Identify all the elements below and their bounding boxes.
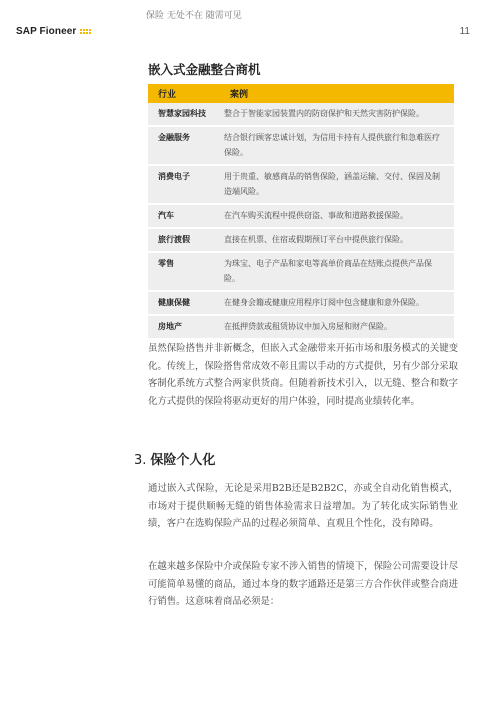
example-cell: 为珠宝、电子产品和家电等高单价商品在结账点提供产品保险。 xyxy=(220,252,454,291)
example-cell: 在汽车购买流程中提供窃盗、事故和道路救援保险。 xyxy=(220,204,454,228)
industry-cell: 零售 xyxy=(148,252,220,291)
table-row xyxy=(148,252,454,291)
sap-fioneer-logo xyxy=(16,26,91,37)
page-number: 11 xyxy=(459,26,470,37)
example-cell: 在健身会籍或健康应用程序订阅中包含健康和意外保险。 xyxy=(220,291,454,315)
paragraph-personalization: 通过嵌入式保险，无论是采用B2B还是B2B2C，亦或全自动化销售模式，市场对于提供顺畅无缝的销售体验需求日益增加。为了转化成实际销售业绩，客户在选购保险产品的过程必须简单、直观且个性化，没有障碍。 xyxy=(148,483,458,529)
header-tagline: 保险 无处不在 随需可见 xyxy=(146,11,242,21)
industry-cell: 健康保健 xyxy=(148,291,220,315)
table-row xyxy=(148,315,454,339)
example-cell: 整合于智能家园装置内的防窃保护和天然灾害防护保险。 xyxy=(220,103,454,126)
logo-dots-icon xyxy=(80,29,91,34)
section-title: 嵌入式金融整合商机 xyxy=(148,62,261,77)
table-header-row xyxy=(148,84,454,103)
heading-title: 保险个人化 xyxy=(150,453,216,468)
header-industry: 行业 xyxy=(148,84,220,103)
industry-cell: 消费电子 xyxy=(148,165,220,204)
example-cell: 用于贵重、敏感商品的销售保险，涵盖运输、交付、保固及制造端风险。 xyxy=(220,165,454,204)
example-cell: 在抵押贷款或租赁协议中加入房屋和财产保险。 xyxy=(220,315,454,339)
industry-cell: 金融服务 xyxy=(148,126,220,165)
table-row xyxy=(148,126,454,165)
section-heading-3 xyxy=(134,449,215,468)
example-cell: 结合银行顾客忠诚计划，为信用卡持有人提供旅行和急难医疗保险。 xyxy=(220,126,454,165)
industry-cell: 汽车 xyxy=(148,204,220,228)
logo-text: SAP Fioneer xyxy=(16,26,77,37)
table-row xyxy=(148,228,454,252)
table-row xyxy=(148,291,454,315)
industry-cell: 智慧家园科技 xyxy=(148,103,220,126)
header-example: 案例 xyxy=(220,84,454,103)
table-row xyxy=(148,103,454,126)
paragraph-product-design: 在越来越多保险中介或保险专家不涉入销售的情境下，保险公司需要设计尽可能简单易懂的商品，通过本身的数字通路还是第三方合作伙伴或整合商进行销售。这意味着商品必须是： xyxy=(148,561,458,607)
paragraph-embedded-finance: 虽然保险搭售并非新概念，但嵌入式金融带来开拓市场和服务模式的关键变化。传统上，保险搭售常成效不彰且需以手动的方式提供，另有少部分采取客制化系统方式整合两家供货商。但随着新技术引入，以无缝、整合和数字化方式提供的保险将驱动更好的用户体验，同时提高业绩转化率。 xyxy=(148,343,458,407)
industry-table xyxy=(148,84,454,340)
example-cell: 直接在机票、住宿或假期预订平台中提供旅行保险。 xyxy=(220,228,454,252)
table-row xyxy=(148,165,454,204)
industry-cell: 房地产 xyxy=(148,315,220,339)
heading-number: 3. xyxy=(134,453,147,468)
table-row xyxy=(148,204,454,228)
industry-cell: 旅行渡假 xyxy=(148,228,220,252)
